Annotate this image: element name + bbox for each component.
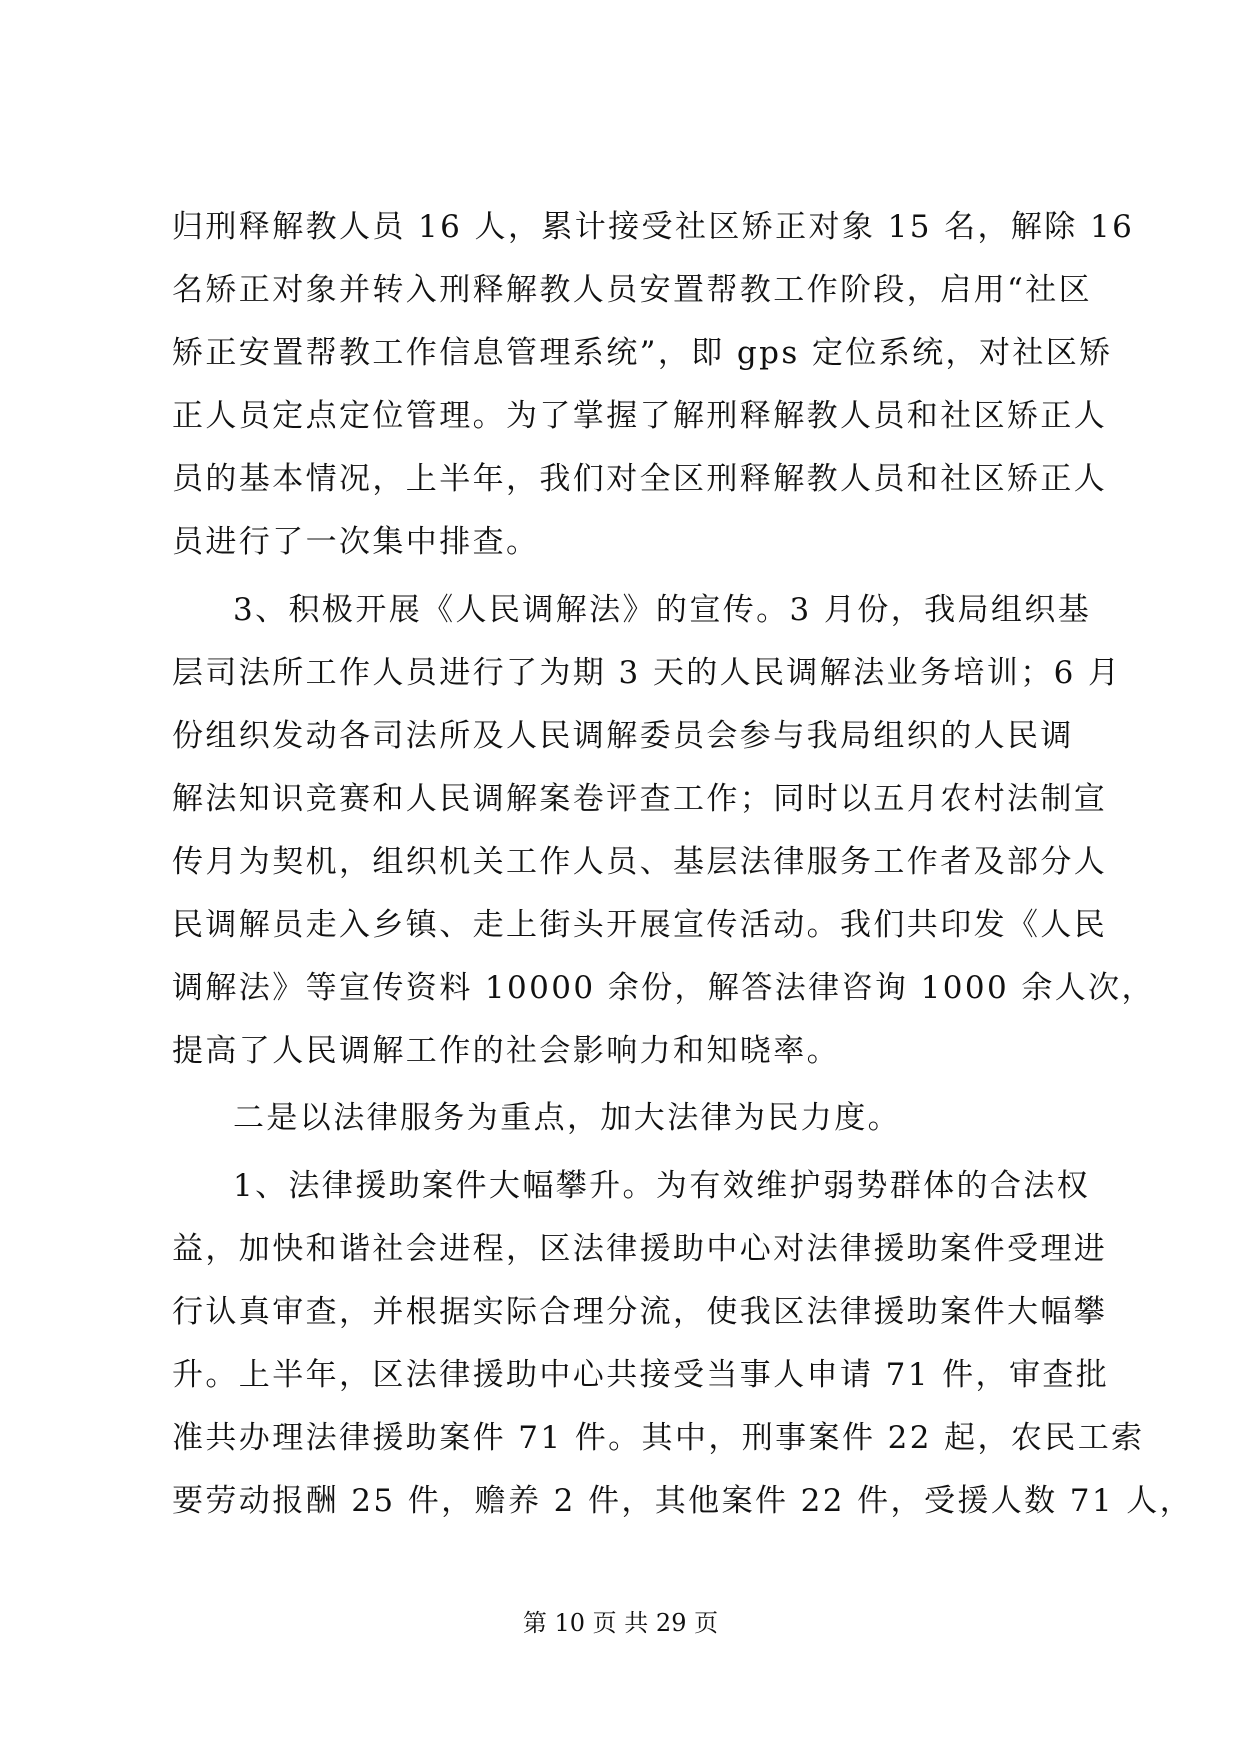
text-line: 矫正安置帮教工作信息管理系统”，即 gps 定位系统，对社区矫 xyxy=(172,335,1113,371)
text-line: 份组织发动各司法所及人民调解委员会参与我局组织的人民调 xyxy=(172,718,1074,754)
text-line: 传月为契机，组织机关工作人员、基层法律服务工作者及部分人 xyxy=(172,844,1108,880)
text-line: 益，加快和谐社会进程，区法律援助中心对法律援助案件受理进 xyxy=(172,1231,1108,1267)
text-line: 1、法律援助案件大幅攀升。为有效维护弱势群体的合法权 xyxy=(233,1168,1091,1204)
text-line: 名矫正对象并转入刑释解教人员安置帮教工作阶段，启用“社区 xyxy=(172,272,1093,308)
text-line: 提高了人民调解工作的社会影响力和知晓率。 xyxy=(172,1033,840,1069)
text-line: 员的基本情况，上半年，我们对全区刑释解教人员和社区矫正人 xyxy=(172,461,1108,497)
text-line: 准共办理法律援助案件 71 件。其中，刑事案件 22 起，农民工索 xyxy=(172,1420,1145,1456)
text-line: 层司法所工作人员进行了为期 3 天的人民调解法业务培训；6 月 xyxy=(172,655,1122,691)
text-line: 3、积极开展《人民调解法》的宣传。3 月份，我局组织基 xyxy=(233,592,1092,628)
text-line: 正人员定点定位管理。为了掌握了解刑释解教人员和社区矫正人 xyxy=(172,398,1108,434)
text-line: 行认真审查，并根据实际合理分流，使我区法律援助案件大幅攀 xyxy=(172,1294,1108,1330)
text-line: 归刑释解教人员 16 人，累计接受社区矫正对象 15 名，解除 16 xyxy=(172,209,1135,245)
text-line: 解法知识竞赛和人民调解案卷评查工作；同时以五月农村法制宣 xyxy=(172,781,1108,817)
text-line: 升。上半年，区法律援助中心共接受当事人申请 71 件，审查批 xyxy=(172,1357,1110,1393)
text-line: 调解法》等宣传资料 10000 余份，解答法律咨询 1000 余人次， xyxy=(172,970,1155,1006)
text-line: 民调解员走入乡镇、走上街头开展宣传活动。我们共印发《人民 xyxy=(172,907,1108,943)
text-line: 员进行了一次集中排查。 xyxy=(172,524,540,560)
text-line: 要劳动报酬 25 件，赡养 2 件，其他案件 22 件，受援人数 71 人， xyxy=(172,1483,1194,1519)
page-number: 第 10 页 共 29 页 xyxy=(522,1609,719,1637)
text-line: 二是以法律服务为重点，加大法律为民力度。 xyxy=(233,1100,901,1136)
